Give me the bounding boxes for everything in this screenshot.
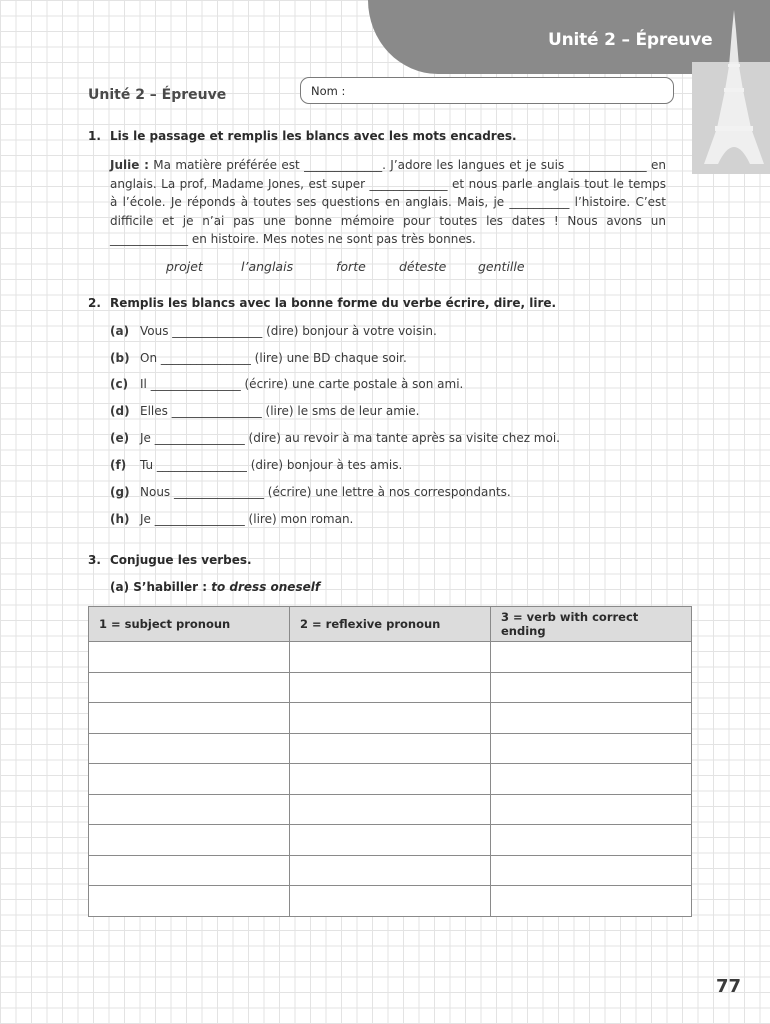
word-bank-item: forte [336, 259, 366, 274]
exercise-item [110, 377, 463, 391]
name-field[interactable] [300, 77, 674, 104]
table-cell[interactable] [491, 825, 692, 856]
question-3-number: 3. [88, 553, 101, 567]
item-label: (b) [110, 351, 130, 365]
item-text: Vous _______________ (dire) bonjour à votre voisin. [140, 324, 437, 338]
question-1-instruction: Lis le passage et remplis les blancs avec les mots encadres. [110, 129, 517, 143]
item-text: Elles _______________ (lire) le sms de leur amie. [140, 404, 420, 418]
question-1-passage [110, 156, 670, 249]
exercise-item [110, 351, 407, 365]
verb-label: (a) S’habiller : [110, 580, 208, 594]
table-cell[interactable] [89, 794, 290, 825]
table-cell[interactable] [491, 703, 692, 734]
item-label: (a) [110, 324, 130, 338]
table-cell[interactable] [290, 886, 491, 917]
table-row [89, 764, 692, 795]
table-cell[interactable] [89, 642, 290, 673]
exercise-item [110, 485, 511, 499]
word-bank-item: gentille [478, 259, 525, 274]
column-header-verb: 3 = verb with correct ending [491, 607, 692, 642]
table-row [89, 825, 692, 856]
question-2-instruction: Remplis les blancs avec la bonne forme du verbe écrire, dire, lire. [110, 296, 557, 310]
table-cell[interactable] [290, 642, 491, 673]
table-row [89, 642, 692, 673]
item-text: Nous _______________ (écrire) une lettre à nos correspondants. [140, 485, 511, 499]
item-text: On _______________ (lire) une BD chaque soir. [140, 351, 407, 365]
item-label: (h) [110, 512, 130, 526]
table-cell[interactable] [491, 886, 692, 917]
question-1-number: 1. [88, 129, 101, 143]
word-bank-item: déteste [399, 259, 447, 274]
verb-translation: to dress oneself [211, 580, 321, 594]
question-1-heading [88, 129, 517, 143]
question-2-heading [88, 296, 556, 310]
table-cell[interactable] [491, 733, 692, 764]
column-header-subject: 1 = subject pronoun [89, 607, 290, 642]
table-cell[interactable] [491, 855, 692, 886]
table-cell[interactable] [89, 733, 290, 764]
item-label: (c) [110, 377, 129, 391]
column-header-reflexive: 2 = reflexive pronoun [290, 607, 491, 642]
word-bank-item: projet [166, 259, 203, 274]
item-text: Je _______________ (dire) au revoir à ma tante après sa visite chez moi. [140, 431, 560, 445]
question-3-instruction: Conjugue les verbes. [110, 553, 252, 567]
table-row [89, 855, 692, 886]
table-cell[interactable] [290, 794, 491, 825]
item-label: (e) [110, 431, 130, 445]
table-cell[interactable] [89, 886, 290, 917]
table-cell[interactable] [89, 672, 290, 703]
table-cell[interactable] [89, 855, 290, 886]
name-field-label: Nom : [311, 84, 346, 98]
table-cell[interactable] [89, 703, 290, 734]
passage-speaker: Julie : [110, 158, 149, 172]
table-header-row [89, 607, 692, 642]
question-2-number: 2. [88, 296, 101, 310]
page-title: Unité 2 – Épreuve [88, 87, 227, 103]
exercise-item [110, 431, 560, 445]
table-row [89, 794, 692, 825]
item-text: Tu _______________ (dire) bonjour à tes amis. [140, 458, 403, 472]
page-number: 77 [716, 976, 742, 997]
conjugation-table [88, 606, 692, 917]
table-cell[interactable] [491, 672, 692, 703]
table-cell[interactable] [89, 825, 290, 856]
table-cell[interactable] [491, 764, 692, 795]
exercise-item [110, 324, 437, 338]
table-row [89, 672, 692, 703]
table-row [89, 703, 692, 734]
exercise-item [110, 458, 402, 472]
table-cell[interactable] [491, 794, 692, 825]
table-cell[interactable] [290, 855, 491, 886]
exercise-item [110, 512, 353, 526]
passage-text: Ma matière préférée est _____________. J’adore les langues et je suis _____________ en anglais. La prof, Madame Jones, est super _____________ et nous parle anglais tout le temps à l’école. Je réponds à toutes ses questions en anglais. Mais, je __________ l’histoire. C’est difficile et je n’ai pas une bonne mémoire pour toutes les dates ! Nous avons un _____________ en histoire. Mes notes ne sont pas très bonnes. [110, 158, 670, 246]
header-title: Unité 2 – Épreuve [548, 30, 713, 50]
item-label: (f) [110, 458, 127, 472]
item-text: Il _______________ (écrire) une carte postale à son ami. [140, 377, 464, 391]
exercise-item [110, 404, 419, 418]
item-label: (d) [110, 404, 130, 418]
table-row [89, 733, 692, 764]
table-cell[interactable] [491, 642, 692, 673]
table-cell[interactable] [290, 703, 491, 734]
question-3-subheading [110, 580, 320, 594]
word-bank-item: l’anglais [241, 259, 294, 274]
item-text: Je _______________ (lire) mon roman. [140, 512, 354, 526]
table-cell[interactable] [89, 764, 290, 795]
table-cell[interactable] [290, 733, 491, 764]
item-label: (g) [110, 485, 130, 499]
table-cell[interactable] [290, 825, 491, 856]
table-cell[interactable] [290, 672, 491, 703]
table-row [89, 886, 692, 917]
question-3-heading [88, 553, 252, 567]
table-cell[interactable] [290, 764, 491, 795]
